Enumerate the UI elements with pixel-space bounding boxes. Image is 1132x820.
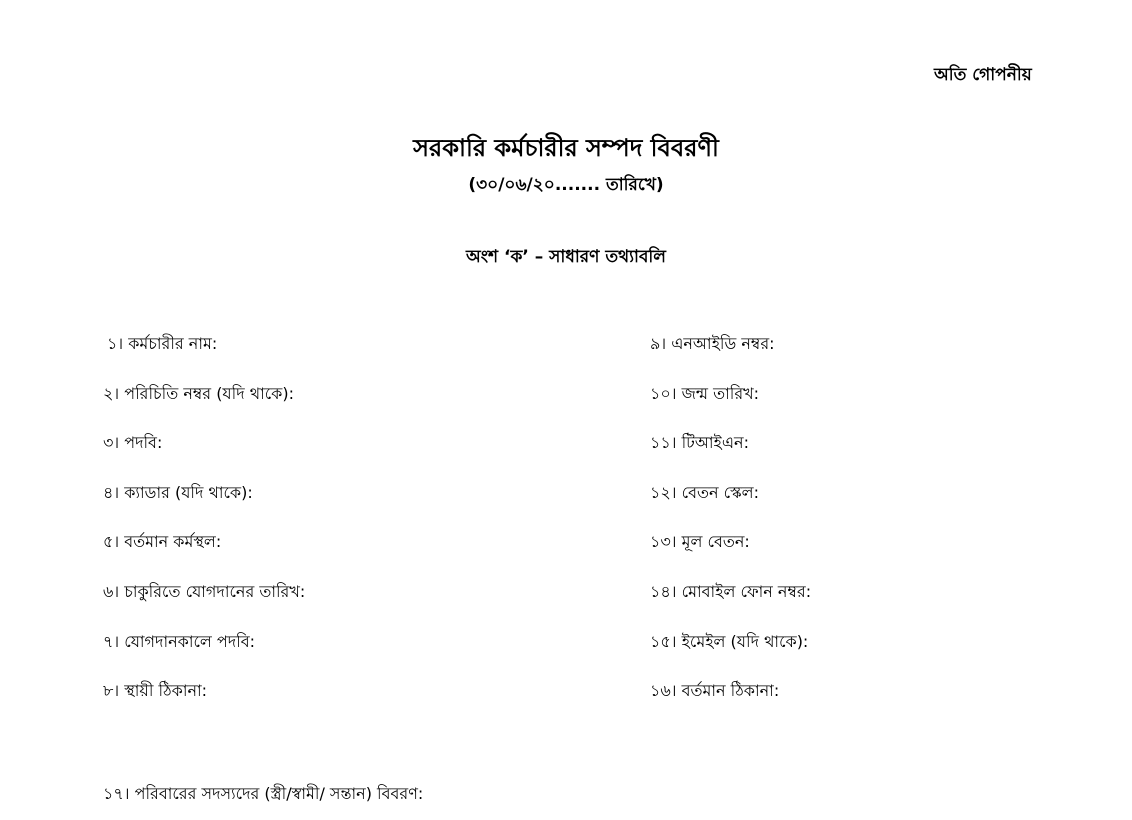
field-column-left bbox=[103, 332, 305, 729]
field-current-workplace: ৫। বর্তমান কর্মস্থল: bbox=[103, 532, 222, 552]
field-tin: ১১। টিআইএন: bbox=[650, 433, 749, 453]
field-mobile-number: ১৪। মোবাইল ফোন নম্বর: bbox=[650, 581, 812, 601]
field-pay-scale: ১২। বেতন স্কেল: bbox=[650, 482, 759, 502]
field-identification-number: ২। পরিচিতি নম্বর (যদি থাকে): bbox=[103, 383, 294, 403]
field-permanent-address: ৮। স্থায়ী ঠিকানা: bbox=[103, 681, 208, 701]
document-date-subtitle: (৩০/০৬/২০....... তারিখে) bbox=[468, 175, 664, 195]
section-heading: অংশ ‘ক’ – সাধারণ তথ্যাবলি bbox=[466, 247, 666, 267]
field-date-of-birth: ১০। জন্ম তারিখ: bbox=[650, 383, 760, 403]
field-family-members: ১৭। পরিবারের সদস্যদের (স্ত্রী/স্বামী/ সন্তান) বিবরণ: bbox=[103, 784, 424, 803]
field-present-address: ১৬। বর্তমান ঠিকানা: bbox=[650, 681, 780, 701]
field-nid-number: ৯। এনআইডি নম্বর: bbox=[650, 334, 775, 353]
field-employee-name: ১। কর্মচারীর নাম: bbox=[107, 334, 218, 353]
field-email: ১৫। ইমেইল (যদি থাকে): bbox=[650, 631, 809, 651]
field-column-right bbox=[650, 332, 811, 729]
confidential-label: অতি গোপনীয় bbox=[934, 65, 1032, 85]
field-joining-designation: ৭। যোগদানকালে পদবি: bbox=[103, 631, 256, 651]
field-cadre: ৪। ক্যাডার (যদি থাকে): bbox=[103, 482, 253, 502]
field-designation: ৩। পদবি: bbox=[103, 433, 163, 453]
field-joining-date: ৬। চাকুরিতে যোগদানের তারিখ: bbox=[103, 581, 306, 601]
field-basic-salary: ১৩। মূল বেতন: bbox=[650, 532, 750, 552]
document-title: সরকারি কর্মচারীর সম্পদ বিবরণী bbox=[413, 134, 719, 162]
